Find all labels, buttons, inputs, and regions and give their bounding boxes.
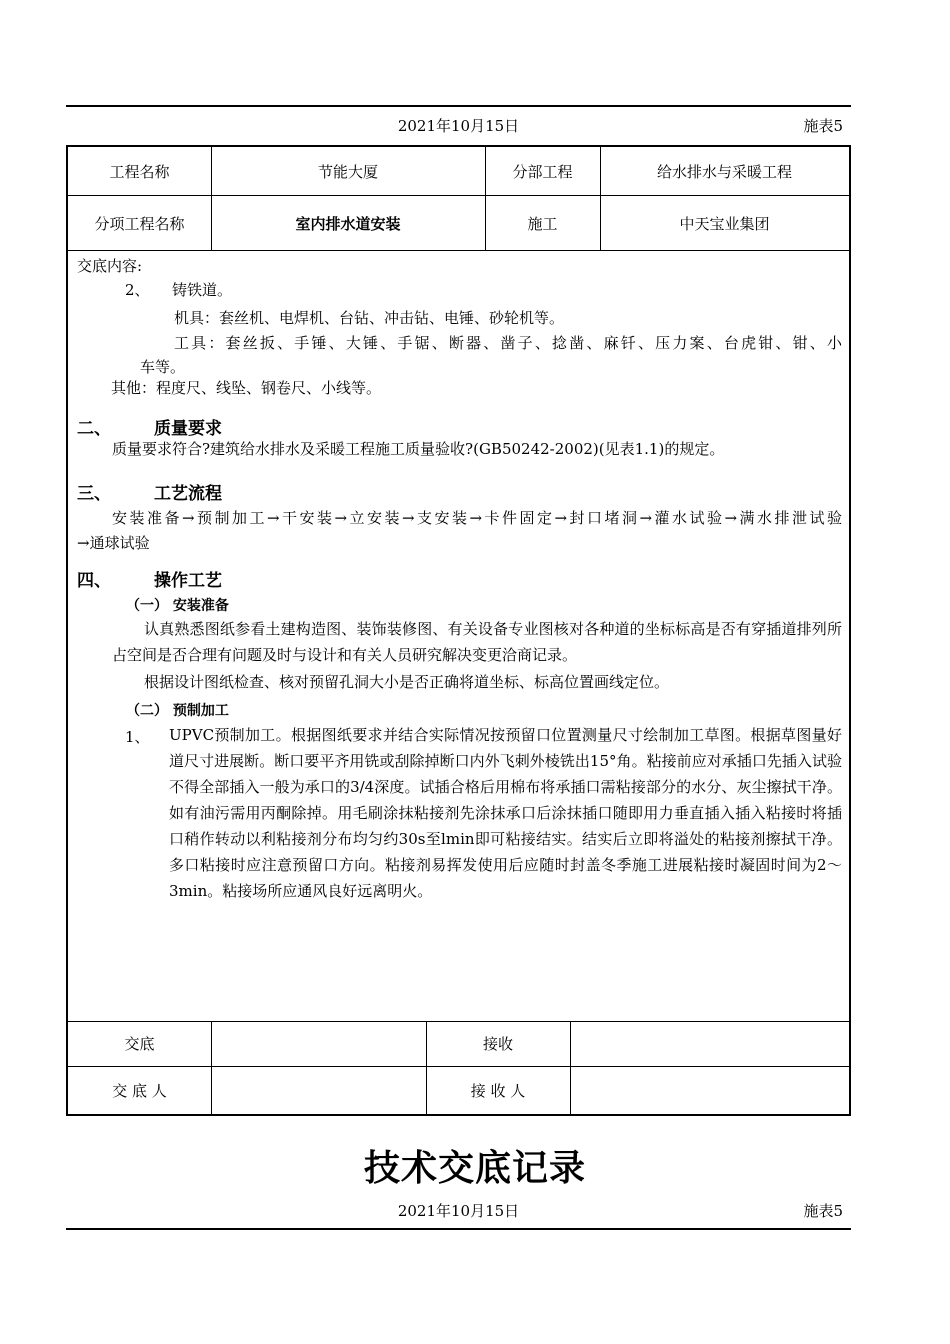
construction-value: 中天宝业集团 [679,214,770,233]
disclosure-content [68,251,849,1021]
handover-person-field[interactable] [211,1067,426,1114]
section4-number: 四、 [77,571,111,591]
tools-text-line1: 工具：套丝扳、手锤、大锤、手锯、断器、凿子、捻凿、麻钎、压力案、台虎钳、钳、小 [174,334,842,352]
handover-person-label: 交 底 人 [112,1082,167,1100]
construction-label: 施工 [527,214,558,233]
section2-title: 质量要求 [154,419,222,439]
others-text: 其他：程度尺、线坠、钢卷尺、小线等。 [111,379,382,397]
subitem-label: 分项工程名称 [94,214,185,233]
machines-text: 机具：套丝机、电焊机、台钻、冲击钻、电锤、砂轮机等。 [174,309,565,327]
top-rule [66,105,851,107]
bottom-rule [66,1228,851,1230]
section4-title: 操作工艺 [154,571,222,591]
receiver-field[interactable] [570,1067,849,1114]
tools-text-line2: 车等。 [140,358,186,376]
receiver-label: 接 收 人 [470,1082,526,1100]
item1-number: 1、 [125,728,150,746]
col-divider [600,147,601,250]
subsection1-title: （一） 安装准备 [126,598,229,614]
subsection1-para1: 认真熟悉图纸参看土建构造图、装饰装修图、有关设备专业图核对各种道的坐标标高是否有穿插道排列所占空间是否合理有问题及时与设计和有关人员研究解决变更洽商记录。 [112,620,842,664]
next-header-line [66,1200,851,1222]
header-line [66,115,851,137]
receive-label: 接收 [482,1035,513,1053]
subitem-value: 室内排水道安装 [295,214,401,233]
handover-label: 交底 [124,1035,155,1053]
receive-field[interactable] [570,1021,849,1066]
section3-number: 三、 [77,484,111,504]
division-label: 分部工程 [512,162,573,181]
section3-flow-line2: →通球试验 [77,534,150,552]
handover-field[interactable] [211,1021,426,1066]
intro-label: 交底内容: [77,257,143,275]
item1-text: UPVC预制加工。根据图纸要求并结合实际情况按预留口位置测量尺寸绘制加工草图。根据草图量好道尺寸进展断。断口要平齐用铣或刮除掉断口内外飞刺外棱铣出15°角。粘接前应对承插口先插入试验不得全部插入一般为承口的3/4深度。试插合格后用棉布将承插口需粘接部分的水分、灰尘擦拭干净。如有油污需用丙酮除掉。用毛刷涂抹粘接剂先涂抹承口后涂抹插口随即用力垂直插入插入粘接时将插口稍作转动以利粘接剂分布均匀约30s至lmin即可粘接结实。结实后立即将溢处的粘接剂擦拭干净。多口粘接时应注意预留口方向。粘接剂易挥发使用后应随时封盖冬季施工进展粘接时凝固时间为2～3min。粘接场所应通风良好远离明火。 [169,726,842,900]
project-name-value: 节能大厦 [317,162,378,181]
project-name-label: 工程名称 [109,162,170,181]
section2-text: 质量要求符合?建筑给水排水及采暖工程施工质量验收?(GB50242-2002)(见表1.1)的规定。 [112,440,725,458]
section3-title: 工艺流程 [154,484,222,504]
subsection2-title: （二） 预制加工 [126,703,229,719]
col-divider [211,147,212,250]
next-header-form-number: 施表5 [803,1202,843,1220]
item2-number: 2、 [125,281,150,299]
section3-flow-line1: 安装准备→预制加工→干安装→立安装→支安装→卡件固定→封口堵洞→灌水试验→满水排泄试验 [112,509,842,527]
division-value: 给水排水与采暖工程 [656,162,792,181]
item2-text: 铸铁道。 [172,281,233,299]
section2-number: 二、 [77,419,111,439]
header-date: 2021年10月15日 [397,117,520,135]
row-divider [68,195,849,196]
header-form-number: 施表5 [803,117,843,135]
disclosure-form [66,145,851,1116]
document-title: 技术交底记录 [363,1148,586,1189]
col-divider [485,147,486,250]
next-header-date: 2021年10月15日 [397,1202,520,1220]
subsection1-para2: 根据设计图纸检查、核对预留孔洞大小是否正确将道坐标、标高位置画线定位。 [144,673,670,691]
